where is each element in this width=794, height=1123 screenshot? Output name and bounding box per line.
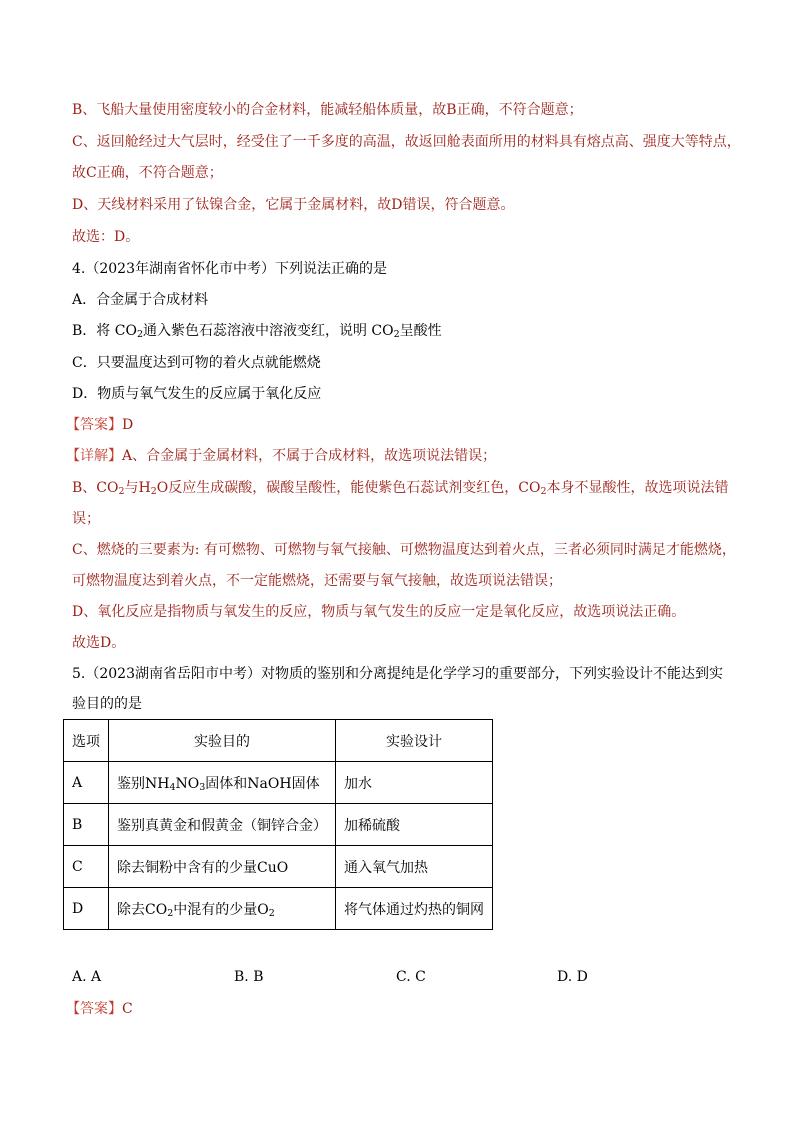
q4-detail-a-text: A、合金属于金属材料，不属于合成材料，故选项说法错误； — [122, 448, 497, 464]
q4-option-b-part1: B．将 CO — [72, 323, 137, 339]
q5-answer — [66, 999, 133, 1019]
q4-detail-b-sub3: 2 — [540, 486, 547, 497]
q5-choice-b: B. B — [234, 969, 264, 985]
q5-choice-d: D. D — [557, 969, 588, 985]
table-cell-option: B — [64, 804, 109, 846]
table-cell-option: D — [64, 888, 109, 930]
q5-answer-value: C — [122, 1001, 133, 1017]
prev-solution-c-line1: C、返回舱经过大气层时，经受住了一千多度的高温，故返回舱表面所用的材料具有熔点高、强度大等特点， — [72, 134, 741, 150]
q4-option-c: C．只要温度达到可物的着火点就能燃烧 — [72, 355, 321, 371]
q4-option-b-sub2: 2 — [393, 329, 400, 340]
q4-detail-d: D、氧化反应是指物质与氧发生的反应，物质与氧气发生的反应一定是氧化反应，故选项说法正确。 — [72, 604, 686, 620]
table-cell-design: 通入氧气加热 — [336, 846, 493, 888]
table-cell-option: A — [64, 762, 109, 804]
q4-option-b-part3: 呈酸性 — [399, 323, 442, 339]
q4-option-a: A．合金属于合成材料 — [72, 292, 209, 308]
prev-solution-b: B、飞船大量使用密度较小的合金材料，能减轻船体质量，故B正确，不符合题意； — [72, 102, 583, 118]
q4-option-b — [72, 321, 442, 345]
table-cell-goal — [109, 888, 336, 930]
goal-sub: 2 — [167, 907, 174, 919]
goal-text: 鉴别NH — [117, 775, 170, 792]
table-cell-option: C — [64, 846, 109, 888]
q5-answer-label: 【答案】 — [66, 1001, 122, 1017]
table-cell-goal — [109, 804, 336, 846]
table-header-design: 实验设计 — [336, 720, 493, 762]
q5-stem-line2: 验目的的是 — [72, 696, 142, 712]
table-cell-design: 加水 — [336, 762, 493, 804]
q4-detail-b-part4: 本身不显酸性，故选项说法错 — [546, 480, 729, 496]
table-row — [64, 846, 493, 888]
prev-solution-c-line2: 故C正确，不符合题意； — [72, 165, 223, 181]
q4-option-b-sub1: 2 — [136, 329, 143, 340]
q4-detail-b-part1: B、CO — [72, 480, 119, 496]
q4-stem: 4.（2023年湖南省怀化市中考）下列说法正确的是 — [72, 261, 387, 277]
q5-stem-line1: 5.（2023湖南省岳阳市中考）对物质的鉴别和分离提纯是化学学习的重要部分，下列实验设计不能达到实 — [72, 666, 723, 682]
table-row — [64, 762, 493, 804]
q4-detail-b-sub1: 2 — [118, 486, 125, 497]
goal-text: NO — [175, 775, 200, 792]
q5-choice-c: C. C — [396, 969, 426, 985]
table-row — [64, 804, 493, 846]
goal-sub: 2 — [268, 907, 275, 919]
table-cell-design: 将气体通过灼热的铜网 — [336, 888, 493, 930]
goal-sub: 3 — [199, 781, 206, 793]
table-header-option: 选项 — [64, 720, 109, 762]
table-header-goal: 实验目的 — [109, 720, 336, 762]
q4-choice: 故选D。 — [72, 635, 126, 651]
goal-text: 鉴别真黄金和假黄金（铜锌合金） — [117, 817, 327, 834]
q4-answer-value: D — [122, 417, 134, 433]
q4-detail-c-line2: 可燃物温度达到着火点，不一定能燃烧，还需要与氧气接触，故选项说法错误； — [72, 573, 562, 589]
q4-answer-label: 【答案】 — [66, 417, 122, 433]
prev-solution-choice: 故选：D。 — [72, 229, 140, 245]
goal-text: 固体和NaOH固体 — [205, 775, 320, 792]
goal-sub: 4 — [169, 781, 176, 793]
goal-text: 除去CO — [117, 901, 168, 918]
q5-choice-a: A. A — [72, 969, 102, 985]
table-cell-goal — [109, 846, 336, 888]
q4-answer — [66, 415, 133, 435]
table-header-row — [64, 720, 493, 762]
q4-detail-c-line1: C、燃烧的三要素为: 有可燃物、可燃物与氧气接触、可燃物温度达到着火点，三者必须同时满足才能燃烧， — [72, 542, 736, 558]
q4-detail-b — [72, 478, 729, 502]
q4-detail-label: 【详解】 — [66, 448, 122, 464]
q4-detail-b-sub2: 2 — [150, 486, 157, 497]
prev-solution-d: D、天线材料采用了钛镍合金，它属于金属材料，故D错误，符合题意。 — [72, 197, 515, 213]
table-row — [64, 888, 493, 930]
experiment-table — [63, 719, 493, 930]
q4-detail-b-part2: 与H — [124, 480, 151, 496]
q4-detail-a — [66, 446, 496, 466]
table-cell-design: 加稀硫酸 — [336, 804, 493, 846]
q4-detail-b-part3: O反应生成碳酸，碳酸呈酸性，能使紫色石蕊试剂变红色，CO — [156, 480, 541, 496]
q4-option-d: D．物质与氧气发生的反应属于氧化反应 — [72, 386, 322, 402]
q4-detail-b-cont: 误； — [72, 511, 100, 527]
q4-option-b-part2: 通入紫色石蕊溶液中溶液变红，说明 CO — [142, 323, 394, 339]
table-cell-goal — [109, 762, 336, 804]
goal-text: 中混有的少量O — [173, 901, 269, 918]
goal-text: 除去铜粉中含有的少量CuO — [117, 859, 289, 876]
